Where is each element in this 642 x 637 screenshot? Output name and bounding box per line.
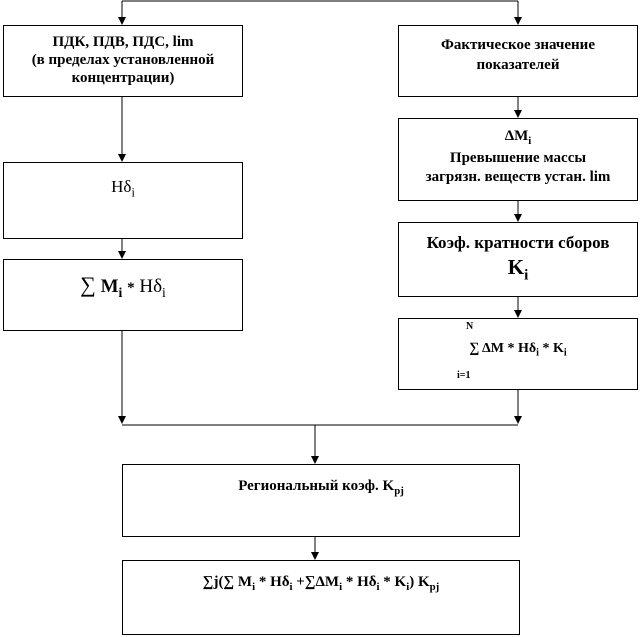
final-sub3: i (339, 580, 343, 593)
coefficient-subscript: i (524, 267, 529, 284)
coefficient-symbol: K (507, 255, 525, 280)
norm-symbol: Нδ (111, 177, 132, 196)
final-sub6: pj (429, 580, 440, 593)
actual-line2: показателей (476, 57, 560, 74)
final-part2: * Нδ (255, 574, 290, 590)
final-formula-box (122, 560, 520, 635)
regional-label: Региональный коэф. K (238, 478, 395, 494)
final-sub4: i (376, 580, 380, 593)
sum-norm-subscript: i (162, 284, 166, 300)
regional-subscript: pj (394, 484, 404, 497)
final-sub1: i (252, 580, 256, 593)
sum-mass-subscript: i (118, 284, 123, 300)
sum-expr-part1: ∑ ΔM * Нδ (469, 341, 537, 356)
limits-box (3, 25, 243, 97)
sum-upper-limit: N (466, 321, 474, 332)
final-sub5: i (406, 580, 410, 593)
final-part4: * Нδ (342, 574, 377, 590)
excess-line2: загрязн. веществ устан. lim (425, 168, 611, 185)
final-part3: +∑ΔM (292, 574, 340, 590)
limits-note-line2: концентрации) (71, 70, 175, 86)
actual-values-box (398, 25, 638, 97)
excess-subscript: i (528, 134, 532, 147)
actual-line1: Фактическое значение (441, 37, 595, 53)
coefficient-label: Коэф. кратности сборов (426, 233, 610, 252)
final-part6: ) K (409, 574, 430, 590)
sum-expr-sub2: i (563, 347, 567, 359)
norm-subscript: i (131, 185, 135, 200)
mass-norm-sum-box (3, 259, 243, 331)
excess-mass-box (398, 118, 638, 201)
excess-line1: Превышение массы (449, 149, 587, 166)
sum-mass: M (100, 276, 119, 297)
excess-symbol: ΔM (504, 128, 529, 144)
excess-sum-expression (399, 341, 637, 360)
final-sub2: i (289, 580, 293, 593)
limits-note-line1: (в пределах установленной (31, 52, 215, 68)
sum-lower-limit: i=1 (457, 370, 471, 381)
limits-title: ПДК, ПДВ, ПДС, lim (52, 34, 194, 50)
excess-sum-box (398, 318, 638, 390)
sum-expr-part2: * K (538, 341, 564, 356)
norm-box (3, 162, 243, 239)
regional-coefficient-box (122, 464, 520, 537)
sum-norm: Нδ (139, 276, 163, 297)
coefficient-box (398, 222, 638, 297)
final-part1: ∑j(∑ M (202, 574, 253, 590)
sum-sign: ∑ (80, 272, 96, 297)
sum-operator: * (127, 280, 135, 296)
final-part5: * K (379, 574, 407, 590)
sum-expr-sub1: i (536, 347, 539, 359)
